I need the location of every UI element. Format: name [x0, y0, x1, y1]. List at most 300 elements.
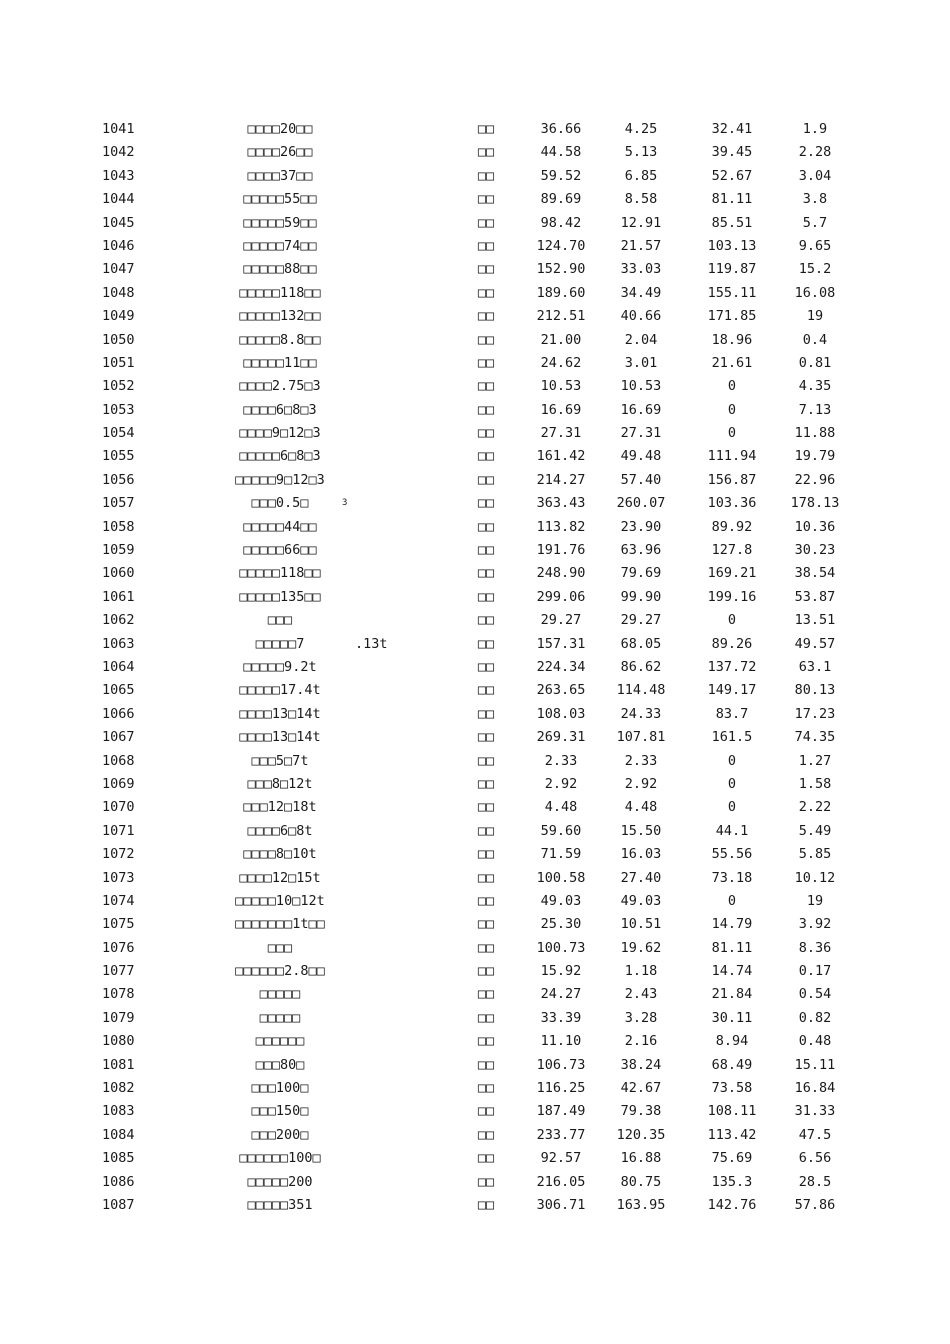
- item-code: 1046: [102, 237, 135, 254]
- item-name: □□□□□74□□: [243, 237, 317, 254]
- machine-cost: 31.33: [794, 1103, 836, 1120]
- table-row: [0, 633, 950, 656]
- item-code: 1084: [102, 1126, 135, 1143]
- unit-price: 263.65: [536, 682, 586, 699]
- material-cost: 0: [727, 401, 737, 418]
- table-row: [0, 1054, 950, 1077]
- item-code: 1067: [102, 729, 135, 746]
- unit-price: 15.92: [540, 963, 582, 980]
- labor-cost: 3.01: [624, 354, 658, 371]
- machine-cost: 16.84: [794, 1080, 836, 1097]
- material-cost: 113.42: [707, 1126, 757, 1143]
- unit-price: 24.62: [540, 354, 582, 371]
- item-code: 1045: [102, 214, 135, 231]
- item-unit: □□: [477, 167, 495, 184]
- item-code: 1043: [102, 167, 135, 184]
- table-row: [0, 960, 950, 983]
- item-code: 1061: [102, 588, 135, 605]
- item-name: □□□8□12t: [247, 775, 313, 792]
- machine-cost: 17.23: [794, 705, 836, 722]
- labor-cost: 57.40: [620, 471, 662, 488]
- unit-price: 92.57: [540, 1150, 582, 1167]
- item-unit: □□: [477, 1056, 495, 1073]
- item-code: 1081: [102, 1056, 135, 1073]
- material-cost: 0: [727, 752, 737, 769]
- table-row: [0, 165, 950, 188]
- item-unit: □□: [477, 144, 495, 161]
- labor-cost: 5.13: [624, 144, 658, 161]
- item-name: □□□12□18t: [243, 799, 317, 816]
- item-unit: □□: [477, 963, 495, 980]
- table-row: [0, 352, 950, 375]
- item-code: 1074: [102, 892, 135, 909]
- item-name: □□□□□118□□: [239, 284, 321, 301]
- item-code: 1087: [102, 1196, 135, 1213]
- item-name: □□□□37□□: [247, 167, 313, 184]
- table-row: [0, 913, 950, 936]
- item-name: □□□□□□: [255, 1033, 305, 1050]
- machine-cost: 2.28: [798, 144, 832, 161]
- item-unit: □□: [477, 588, 495, 605]
- item-name: □□□□20□□: [247, 121, 313, 137]
- machine-cost: 15.11: [794, 1056, 836, 1073]
- unit-price: 161.42: [536, 448, 586, 465]
- unit-price: 4.48: [544, 799, 578, 816]
- material-cost: 75.69: [711, 1150, 753, 1167]
- item-code: 1050: [102, 331, 135, 348]
- item-unit: □□: [477, 775, 495, 792]
- item-name: □□□□□66□□: [243, 542, 317, 559]
- item-code: 1057: [102, 495, 135, 512]
- table-row: [0, 1194, 950, 1217]
- unit-price: 33.39: [540, 1009, 582, 1026]
- table-row: [0, 118, 950, 141]
- item-code: 1072: [102, 846, 135, 863]
- machine-cost: 63.1: [798, 658, 832, 675]
- item-name: □□□0.5□: [251, 495, 309, 512]
- table-row: [0, 1030, 950, 1053]
- machine-cost: 0.4: [802, 331, 828, 348]
- unit-price: 44.58: [540, 144, 582, 161]
- item-code: 1058: [102, 518, 135, 535]
- unit-price: 152.90: [536, 261, 586, 278]
- material-cost: 55.56: [711, 846, 753, 863]
- item-name: □□□100□: [251, 1080, 309, 1097]
- item-name: □□□□13□14t: [239, 705, 321, 722]
- table-row: [0, 282, 950, 305]
- labor-cost: 86.62: [620, 658, 662, 675]
- table-row: [0, 1124, 950, 1147]
- item-name: □□□□□200: [247, 1173, 313, 1190]
- item-unit: □□: [477, 308, 495, 325]
- item-code: 1041: [102, 121, 135, 137]
- unit-price: 248.90: [536, 565, 586, 582]
- machine-cost: 13.51: [794, 612, 836, 629]
- unit-price: 49.03: [540, 892, 582, 909]
- labor-cost: 63.96: [620, 542, 662, 559]
- unit-price: 36.66: [540, 121, 582, 137]
- material-cost: 0: [727, 892, 737, 909]
- unit-price: 224.34: [536, 658, 586, 675]
- unit-price: 10.53: [540, 378, 582, 395]
- machine-cost: 38.54: [794, 565, 836, 582]
- item-unit: □□: [477, 1150, 495, 1167]
- unit-price: 24.27: [540, 986, 582, 1003]
- item-unit: □□: [477, 892, 495, 909]
- item-name: □□□□□88□□: [243, 261, 317, 278]
- material-cost: 14.74: [711, 963, 753, 980]
- table-row: [0, 539, 950, 562]
- unit-price: 233.77: [536, 1126, 586, 1143]
- labor-cost: 2.04: [624, 331, 658, 348]
- unit-price: 21.00: [540, 331, 582, 348]
- machine-cost: 19.79: [794, 448, 836, 465]
- item-code: 1047: [102, 261, 135, 278]
- item-unit: □□: [477, 916, 495, 933]
- material-cost: 0: [727, 378, 737, 395]
- labor-cost: 40.66: [620, 308, 662, 325]
- material-cost: 0: [727, 799, 737, 816]
- item-unit: □□: [477, 635, 495, 652]
- labor-cost: 163.95: [616, 1196, 666, 1213]
- labor-cost: 49.48: [620, 448, 662, 465]
- material-cost: 0: [727, 425, 737, 442]
- table-row: [0, 750, 950, 773]
- machine-cost: 178.13: [790, 495, 840, 512]
- item-name: □□□□□8.8□□: [239, 331, 321, 348]
- table-row: [0, 796, 950, 819]
- item-unit: □□: [477, 799, 495, 816]
- labor-cost: 27.40: [620, 869, 662, 886]
- item-name: □□□: [267, 939, 293, 956]
- item-name: □□□□□9.2t: [243, 658, 317, 675]
- item-name: □□□□□17.4t: [239, 682, 321, 699]
- item-code: 1070: [102, 799, 135, 816]
- item-unit: □□: [477, 425, 495, 442]
- material-cost: 0: [727, 612, 737, 629]
- item-name: □□□□□9□12□3: [235, 471, 325, 488]
- item-unit: □□: [477, 1009, 495, 1026]
- item-name: □□□□26□□: [247, 144, 313, 161]
- item-name: □□□150□: [251, 1103, 309, 1120]
- table-row: [0, 1100, 950, 1123]
- item-unit: □□: [477, 1126, 495, 1143]
- table-row: [0, 726, 950, 749]
- unit-price: 2.92: [544, 775, 578, 792]
- material-cost: 103.36: [707, 495, 757, 512]
- labor-cost: 2.16: [624, 1033, 658, 1050]
- material-cost: 161.5: [711, 729, 753, 746]
- item-name: □□□□□10□12t: [235, 892, 325, 909]
- item-unit: □□: [477, 565, 495, 582]
- item-name: □□□□□132□□: [239, 308, 321, 325]
- machine-cost: 0.81: [798, 354, 832, 371]
- material-cost: 85.51: [711, 214, 753, 231]
- labor-cost: 68.05: [620, 635, 662, 652]
- item-unit: □□: [477, 1033, 495, 1050]
- machine-cost: 7.13: [798, 401, 832, 418]
- labor-cost: 19.62: [620, 939, 662, 956]
- item-name: □□□□6□8t: [247, 822, 313, 839]
- material-cost: 30.11: [711, 1009, 753, 1026]
- machine-cost: 47.5: [798, 1126, 832, 1143]
- item-name: □□□5□7t: [251, 752, 309, 769]
- material-cost: 127.8: [711, 542, 753, 559]
- table-row: [0, 188, 950, 211]
- table-row: [0, 679, 950, 702]
- unit-price: 113.82: [536, 518, 586, 535]
- labor-cost: 16.88: [620, 1150, 662, 1167]
- table-row: [0, 375, 950, 398]
- material-cost: 149.17: [707, 682, 757, 699]
- material-cost: 83.7: [715, 705, 749, 722]
- labor-cost: 2.43: [624, 986, 658, 1003]
- labor-cost: 6.85: [624, 167, 658, 184]
- labor-cost: 38.24: [620, 1056, 662, 1073]
- table-row: [0, 445, 950, 468]
- item-name: □□□□□118□□: [239, 565, 321, 582]
- material-cost: 89.26: [711, 635, 753, 652]
- material-cost: 21.84: [711, 986, 753, 1003]
- item-code: 1082: [102, 1080, 135, 1097]
- item-name: □□□□□: [259, 986, 301, 1003]
- table-row: [0, 212, 950, 235]
- material-cost: 21.61: [711, 354, 753, 371]
- item-name: □□□□□6□8□3: [239, 448, 321, 465]
- machine-cost: 6.56: [798, 1150, 832, 1167]
- table-row: [0, 329, 950, 352]
- unit-price: 25.30: [540, 916, 582, 933]
- labor-cost: 8.58: [624, 191, 658, 208]
- machine-cost: 1.27: [798, 752, 832, 769]
- material-cost: 32.41: [711, 121, 753, 137]
- item-name: □□□□□□2.8□□: [235, 963, 325, 980]
- material-cost: 8.94: [715, 1033, 749, 1050]
- machine-cost: 5.49: [798, 822, 832, 839]
- table-row: [0, 867, 950, 890]
- item-name: □□□□□351: [247, 1196, 313, 1213]
- labor-cost: 21.57: [620, 237, 662, 254]
- labor-cost: 34.49: [620, 284, 662, 301]
- item-code: 1064: [102, 658, 135, 675]
- item-code: 1076: [102, 939, 135, 956]
- unit-price: 59.52: [540, 167, 582, 184]
- table-row: [0, 843, 950, 866]
- unit-price: 71.59: [540, 846, 582, 863]
- table-row: [0, 305, 950, 328]
- item-name: □□□□□55□□: [243, 191, 317, 208]
- item-unit: □□: [477, 1080, 495, 1097]
- material-cost: 142.76: [707, 1196, 757, 1213]
- labor-cost: 1.18: [624, 963, 658, 980]
- item-name: □□□□□11□□: [243, 354, 317, 371]
- material-cost: 73.18: [711, 869, 753, 886]
- item-unit: □□: [477, 448, 495, 465]
- material-cost: 103.13: [707, 237, 757, 254]
- machine-cost: 9.65: [798, 237, 832, 254]
- material-cost: 89.92: [711, 518, 753, 535]
- item-code: 1079: [102, 1009, 135, 1026]
- table-row: [0, 890, 950, 913]
- unit-price: 124.70: [536, 237, 586, 254]
- item-name: □□□□12□15t: [239, 869, 321, 886]
- table-row: [0, 422, 950, 445]
- machine-cost: 1.58: [798, 775, 832, 792]
- item-unit: □□: [477, 939, 495, 956]
- machine-cost: 0.17: [798, 963, 832, 980]
- table-row: [0, 820, 950, 843]
- item-code: 1078: [102, 986, 135, 1003]
- machine-cost: 5.7: [802, 214, 828, 231]
- machine-cost: 0.82: [798, 1009, 832, 1026]
- unit-price: 116.25: [536, 1080, 586, 1097]
- unit-price: 59.60: [540, 822, 582, 839]
- material-cost: 52.67: [711, 167, 753, 184]
- item-code: 1071: [102, 822, 135, 839]
- unit-price: 299.06: [536, 588, 586, 605]
- labor-cost: 120.35: [616, 1126, 666, 1143]
- item-code: 1052: [102, 378, 135, 395]
- table-row: [0, 773, 950, 796]
- material-cost: 81.11: [711, 939, 753, 956]
- labor-cost: 10.51: [620, 916, 662, 933]
- machine-cost: 5.85: [798, 846, 832, 863]
- item-unit: □□: [477, 705, 495, 722]
- labor-cost: 33.03: [620, 261, 662, 278]
- item-code: 1054: [102, 425, 135, 442]
- item-name: □□□□13□14t: [239, 729, 321, 746]
- material-cost: 73.58: [711, 1080, 753, 1097]
- material-cost: 171.85: [707, 308, 757, 325]
- item-name: □□□□□59□□: [243, 214, 317, 231]
- item-code: 1085: [102, 1150, 135, 1167]
- item-unit: □□: [477, 214, 495, 231]
- unit-price: 29.27: [540, 612, 582, 629]
- labor-cost: 3.28: [624, 1009, 658, 1026]
- unit-price: 157.31: [536, 635, 586, 652]
- item-unit: □□: [477, 401, 495, 418]
- machine-cost: 28.5: [798, 1173, 832, 1190]
- unit-price: 27.31: [540, 425, 582, 442]
- unit-price: 187.49: [536, 1103, 586, 1120]
- item-code: 1080: [102, 1033, 135, 1050]
- labor-cost: 107.81: [616, 729, 666, 746]
- table-row: [0, 141, 950, 164]
- table-row: [0, 399, 950, 422]
- machine-cost: 4.35: [798, 378, 832, 395]
- table-row: [0, 235, 950, 258]
- unit-price: 191.76: [536, 542, 586, 559]
- item-unit: □□: [477, 1196, 495, 1213]
- item-unit: □□: [477, 191, 495, 208]
- material-cost: 44.1: [715, 822, 749, 839]
- price-table: [0, 118, 950, 1217]
- item-unit: □□: [477, 612, 495, 629]
- material-cost: 119.87: [707, 261, 757, 278]
- item-unit: □□: [477, 1103, 495, 1120]
- material-cost: 111.94: [707, 448, 757, 465]
- unit-price: 214.27: [536, 471, 586, 488]
- machine-cost: 19: [806, 308, 824, 325]
- labor-cost: 27.31: [620, 425, 662, 442]
- unit-price: 363.43: [536, 495, 586, 512]
- table-row: [0, 703, 950, 726]
- machine-cost: 22.96: [794, 471, 836, 488]
- item-unit: □□: [477, 869, 495, 886]
- item-unit: □□: [477, 237, 495, 254]
- machine-cost: 1.9: [802, 121, 828, 137]
- machine-cost: 3.92: [798, 916, 832, 933]
- machine-cost: 10.36: [794, 518, 836, 535]
- machine-cost: 30.23: [794, 542, 836, 559]
- item-unit: □□: [477, 331, 495, 348]
- item-code: 1044: [102, 191, 135, 208]
- unit-price: 269.31: [536, 729, 586, 746]
- material-cost: 156.87: [707, 471, 757, 488]
- table-row: [0, 492, 950, 515]
- item-name: □□□: [267, 612, 293, 629]
- labor-cost: 80.75: [620, 1173, 662, 1190]
- item-unit: □□: [477, 284, 495, 301]
- item-code: 1069: [102, 775, 135, 792]
- labor-cost: 15.50: [620, 822, 662, 839]
- item-unit: □□: [477, 986, 495, 1003]
- item-unit: □□: [477, 354, 495, 371]
- item-name: □□□□□135□□: [239, 588, 321, 605]
- table-row: [0, 1147, 950, 1170]
- item-name: □□□□8□10t: [243, 846, 317, 863]
- item-code: 1086: [102, 1173, 135, 1190]
- machine-cost: 49.57: [794, 635, 836, 652]
- material-cost: 135.3: [711, 1173, 753, 1190]
- item-name: □□□200□: [251, 1126, 309, 1143]
- unit-price: 212.51: [536, 308, 586, 325]
- labor-cost: 4.25: [624, 121, 658, 137]
- item-code: 1063: [102, 635, 135, 652]
- machine-cost: 3.04: [798, 167, 832, 184]
- table-row: [0, 1171, 950, 1194]
- unit-price: 89.69: [540, 191, 582, 208]
- item-code: 1068: [102, 752, 135, 769]
- material-cost: 81.11: [711, 191, 753, 208]
- material-cost: 169.21: [707, 565, 757, 582]
- table-row: [0, 562, 950, 585]
- item-code: 1065: [102, 682, 135, 699]
- item-unit: □□: [477, 495, 495, 512]
- item-unit: □□: [477, 658, 495, 675]
- material-cost: 155.11: [707, 284, 757, 301]
- table-row: [0, 258, 950, 281]
- item-name: □□□80□: [255, 1056, 305, 1073]
- machine-cost: 3.8: [802, 191, 828, 208]
- machine-cost: 74.35: [794, 729, 836, 746]
- item-name-suffix: .13t: [355, 635, 388, 652]
- labor-cost: 16.69: [620, 401, 662, 418]
- item-unit: □□: [477, 471, 495, 488]
- table-row: [0, 609, 950, 632]
- item-code: 1062: [102, 612, 135, 629]
- item-code: 1042: [102, 144, 135, 161]
- item-name: □□□□□7: [255, 635, 305, 652]
- machine-cost: 57.86: [794, 1196, 836, 1213]
- item-unit: □□: [477, 121, 495, 137]
- unit-price: 216.05: [536, 1173, 586, 1190]
- material-cost: 14.79: [711, 916, 753, 933]
- table-row: [0, 1077, 950, 1100]
- labor-cost: 260.07: [616, 495, 666, 512]
- item-code: 1051: [102, 354, 135, 371]
- table-row: [0, 656, 950, 679]
